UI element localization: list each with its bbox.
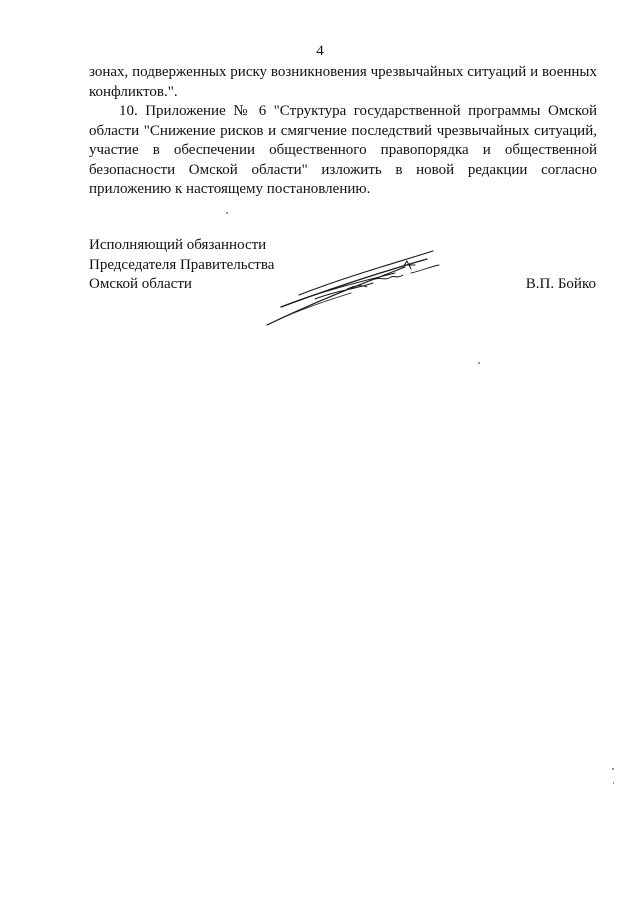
paragraph-continuation: зонах, подверженных риску возникновения чрезвычайных ситуаций и военных конфликтов.".	[89, 64, 597, 100]
scan-speck	[478, 362, 480, 364]
page-number: 4	[316, 43, 324, 59]
scan-speck	[613, 782, 614, 784]
signatory-name: В.П. Бойко	[525, 276, 596, 292]
signatory-title-line-2: Председателя Правительства	[89, 256, 275, 273]
scan-speck	[612, 768, 614, 770]
signatory-title-line-1: Исполняющий обязанности	[89, 237, 267, 253]
signatory-title-line-3: Омской области	[89, 276, 192, 292]
document-body	[89, 63, 597, 200]
scan-speck	[226, 212, 228, 214]
paragraph-item-10: 10. Приложение № 6 "Структура государственной программы Омской области "Снижение рисков и смягчение последствий чрезвычайных ситуаций, участие в обеспечении общественного правопорядка и общественной безопасности Омской области" изложить в новой редакции согласно приложению к настоящему постановлению.	[89, 103, 597, 197]
handwritten-signature	[255, 245, 445, 335]
